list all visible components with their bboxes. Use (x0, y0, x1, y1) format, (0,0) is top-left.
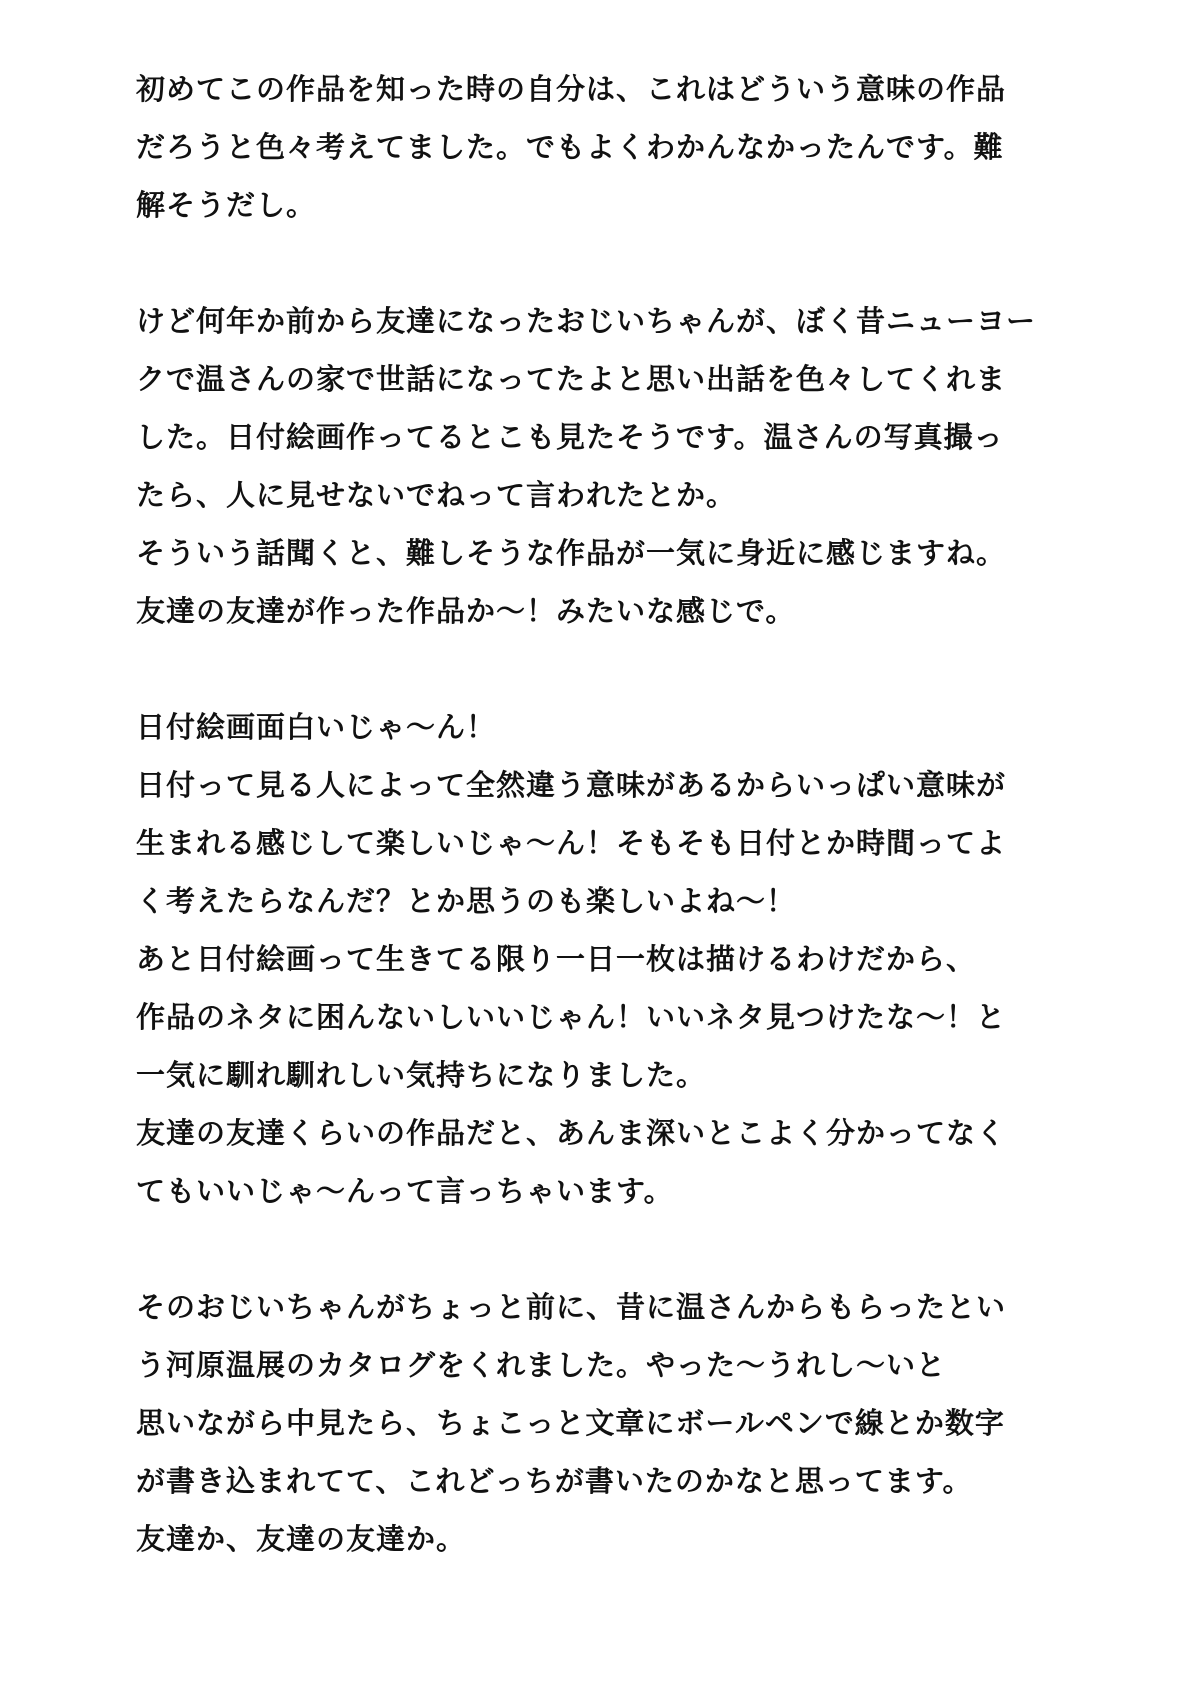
paragraph-spacer (136, 640, 1096, 698)
paragraph (136, 292, 1096, 640)
text-line: 作品のネタに困んないしいいじゃん！いいネタ見つけたな～！と (136, 1000, 1007, 1034)
paragraph-spacer (136, 1220, 1096, 1278)
text-line: 日付絵画面白いじゃ～ん！ (136, 710, 497, 744)
text-line: 友達か、友達の友達か。 (136, 1522, 467, 1556)
text-line: クで温さんの家で世話になってたよと思い出話を色々してくれま (136, 362, 1007, 396)
text-line: たら、人に見せないでねって言われたとか。 (136, 478, 737, 512)
paragraph (136, 1278, 1096, 1568)
text-line: した。日付絵画作ってるとこも見たそうです。温さんの写真撮っ (136, 420, 1004, 454)
text-line: 友達の友達が作った作品か～！みたいな感じで。 (136, 594, 796, 628)
text-line: そういう話聞くと、難しそうな作品が一気に身近に感じますね。 (136, 536, 1007, 570)
essay-page (136, 60, 1096, 1568)
text-line: 友達の友達くらいの作品だと、あんま深いとこよく分かってなく (136, 1116, 1007, 1150)
text-line: く考えたらなんだ？とか思うのも楽しいよね～！ (136, 884, 797, 918)
text-line: 思いながら中見たら、ちょこっと文章にボールペンで線とか数字 (136, 1406, 1005, 1440)
text-line: そのおじいちゃんがちょっと前に、昔に温さんからもらったとい (136, 1290, 1007, 1324)
text-line: あと日付絵画って生きてる限り一日一枚は描けるわけだから、 (136, 942, 977, 976)
text-line: 初めてこの作品を知った時の自分は、これはどういう意味の作品 (136, 72, 1007, 106)
paragraph (136, 60, 1096, 234)
text-line: だろうと色々考えてました。でもよくわかんなかったんです。難 (136, 130, 1004, 164)
text-line: う河原温展のカタログをくれました。やった～うれし～いと (136, 1348, 947, 1382)
text-line: てもいいじゃ～んって言っちゃいます。 (136, 1174, 674, 1208)
text-line: が書き込まれてて、これどっちが書いたのかなと思ってます。 (136, 1464, 973, 1498)
paragraph-spacer (136, 234, 1096, 292)
text-line: 日付って見る人によって全然違う意味があるからいっぱい意味が (136, 768, 1007, 802)
text-line: けど何年か前から友達になったおじいちゃんが、ぼく昔ニューヨー (136, 304, 1037, 338)
text-line: 一気に馴れ馴れしい気持ちになりました。 (136, 1058, 707, 1092)
paragraph (136, 698, 1096, 1220)
text-line: 生まれる感じして楽しいじゃ～ん！そもそも日付とか時間ってよ (136, 826, 1007, 860)
text-line: 解そうだし。 (136, 188, 317, 222)
